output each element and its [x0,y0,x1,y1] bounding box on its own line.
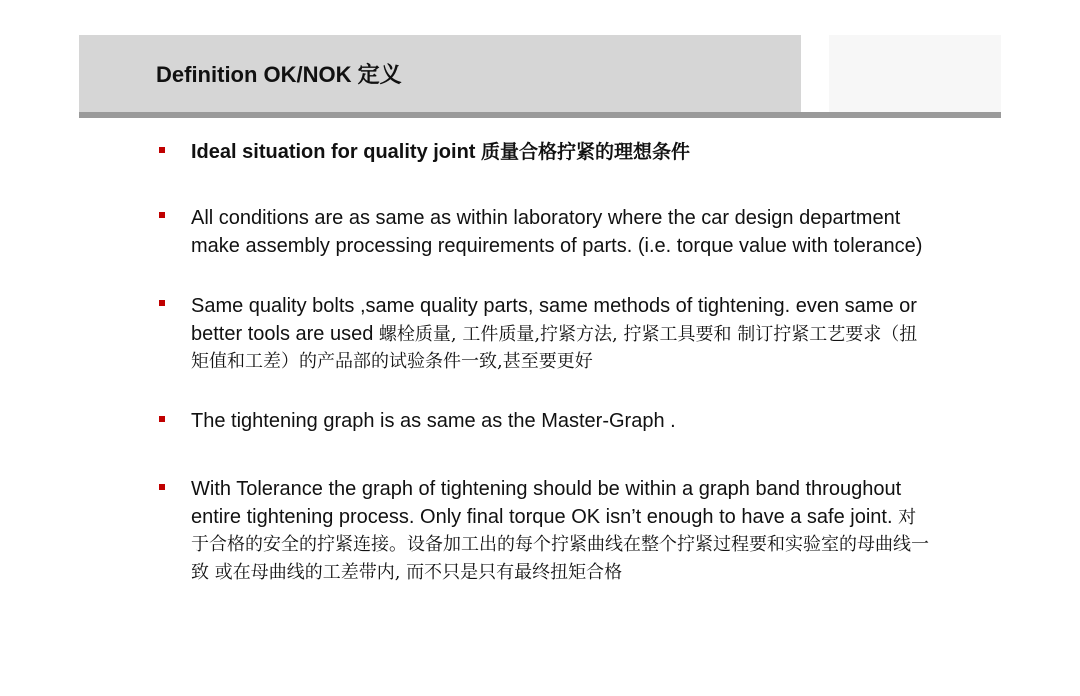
bullet-text-cn: 对于合格的安全的拧紧连接。设备加工出的每个拧紧曲线在整个拧紧过程要和实验室的母曲线一致 或在母曲线的工差带内, 而不只是只有最终扭矩合格 [191,506,929,583]
bullet-icon [159,416,165,422]
bullet-text-en: Ideal situation for quality joint [191,141,482,163]
title-underline [79,112,1001,118]
bullet-item-master-graph [191,408,931,436]
bullet-item-same-quality [191,293,931,376]
bullet-text-en: With Tolerance the graph of tightening should be within a graph band throughout entire tightening process. Only final torque OK isn’t enough to have a safe joint. [191,478,902,528]
bullet-icon [159,484,165,490]
bullet-text-en: The tightening graph is as same as the Master-Graph . [191,410,676,432]
bullet-item-ideal-situation [191,139,931,167]
bullet-item-tolerance-band [191,476,931,586]
bullet-text-cn: 螺栓质量, 工件质量,拧紧方法, 拧紧工具要和 制订拧紧工艺要求（扭矩值和工差）的产品部的试验条件一致,甚至要更好 [191,323,918,372]
bullet-icon [159,300,165,306]
bullet-text-cn: 质量合格拧紧的理想条件 [481,141,691,163]
bullet-icon [159,212,165,218]
bullet-icon [159,147,165,153]
bullet-text-en: Same quality bolts ,same quality parts, same methods of tightening. even same or better tools are used [191,295,917,345]
slide-title: Definition OK/NOK 定义 [156,62,402,87]
title-bar-accent [829,35,1001,112]
bullet-item-laboratory-conditions [191,205,931,260]
bullet-text-en: All conditions are as same as within laboratory where the car design department make assembly processing requirements of parts. (i.e. torque value with tolerance) [191,207,923,257]
